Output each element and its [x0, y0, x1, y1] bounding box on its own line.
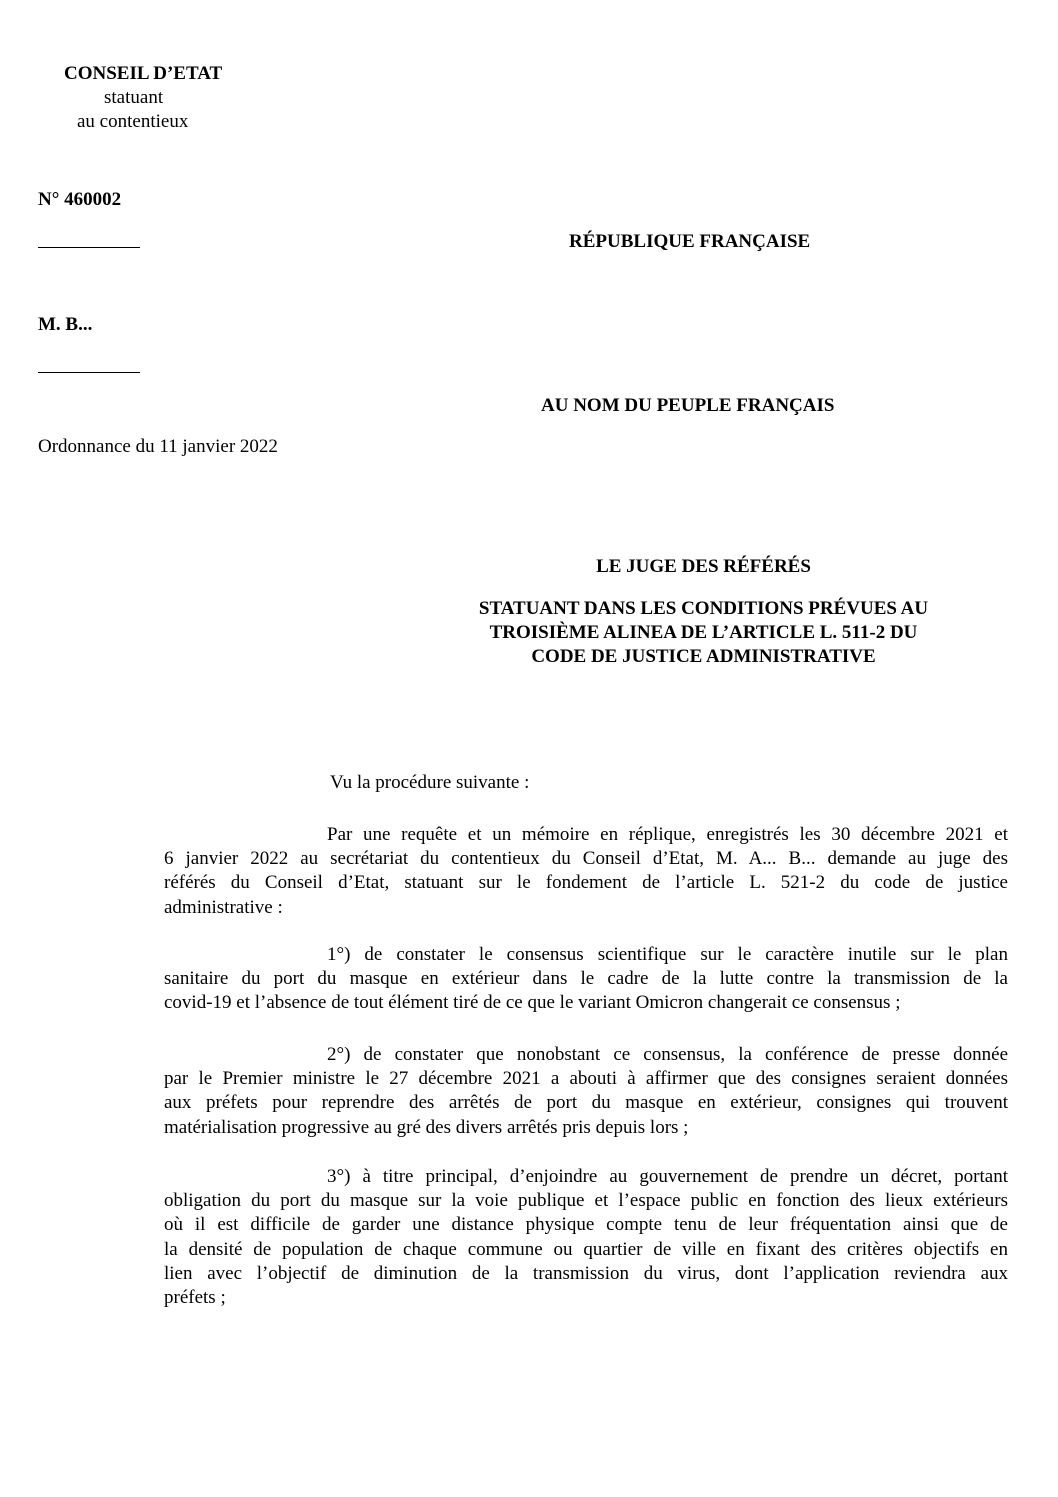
party-name: M. B...: [38, 314, 93, 335]
paragraph-line: la densité de population de chaque commune ou quartier de ville en fixant des critères objectifs en: [164, 1238, 1008, 1260]
paragraph-line: lien avec l’objectif de diminution de la transmission du virus, dont l’application reviendra aux: [164, 1262, 1008, 1284]
divider-2: [38, 372, 140, 373]
order-date: Ordonnance du 11 janvier 2022: [38, 436, 278, 457]
institution-line-3: au contentieux: [77, 111, 189, 132]
judge-line-3: CODE DE JUSTICE ADMINISTRATIVE: [531, 646, 876, 667]
paragraph-line: 2°) de constater que nonobstant ce consensus, la conférence de presse donnée: [327, 1044, 1008, 1065]
judge-line-1: STATUANT DANS LES CONDITIONS PRÉVUES AU: [478, 598, 929, 619]
divider-1: [38, 247, 140, 248]
paragraph-point-2: [164, 1043, 1008, 1140]
paragraph-line: covid-19 et l’absence de tout élément tiré de ce que le variant Omicron changerait ce consensus ;: [164, 992, 901, 1014]
paragraph-line: administrative :: [164, 896, 283, 918]
paragraph-line: matérialisation progressive au gré des divers arrêtés pris depuis lors ;: [164, 1116, 689, 1138]
paragraph-line: 6 janvier 2022 au secrétariat du contentieux du Conseil d’Etat, M. A... B... demande au juge des: [164, 848, 1008, 870]
paragraph-line: où il est difficile de garder une distance physique compte tenu de leur fréquentation ainsi que de: [164, 1214, 1008, 1236]
judge-line-2: TROISIÈME ALINEA DE L’ARTICLE L. 511-2 DU: [489, 622, 918, 643]
paragraph-request: [164, 823, 1008, 920]
paragraph-point-3: [164, 1165, 1008, 1310]
case-number: N° 460002: [38, 189, 122, 210]
paragraph-line: sanitaire du port du masque en extérieur dans le cadre de la lutte contre la transmission de la: [164, 968, 1008, 990]
judge-title: LE JUGE DES RÉFÉRÉS: [596, 556, 811, 577]
paragraph-line: obligation du port du masque sur la voie publique et l’espace public en fonction des lieux extérieurs: [164, 1190, 1008, 1212]
paragraph-line: 3°) à titre principal, d’enjoindre au gouvernement de prendre un décret, portant: [327, 1166, 1008, 1187]
paragraph-point-1: [164, 943, 1008, 1016]
paragraph-line: 1°) de constater le consensus scientifique sur le caractère inutile sur le plan: [327, 944, 1008, 965]
procedure-heading: Vu la procédure suivante :: [330, 772, 530, 793]
paragraph-line: par le Premier ministre le 27 décembre 2021 a abouti à affirmer que des consignes seraient données: [164, 1068, 1008, 1090]
paragraph-line: préfets ;: [164, 1286, 226, 1308]
institution-name: CONSEIL D’ETAT: [64, 63, 223, 84]
institution-line-2: statuant: [104, 87, 164, 108]
people-heading: AU NOM DU PEUPLE FRANÇAIS: [541, 395, 835, 416]
paragraph-line: aux préfets pour reprendre des arrêtés de port du masque en extérieur, consignes qui trouvent: [164, 1092, 1008, 1114]
republic-heading: RÉPUBLIQUE FRANÇAISE: [569, 231, 811, 252]
paragraph-line: référés du Conseil d’Etat, statuant sur le fondement de l’article L. 521-2 du code de justice: [164, 872, 1008, 894]
paragraph-line: Par une requête et un mémoire en réplique, enregistrés les 30 décembre 2021 et: [327, 824, 1008, 845]
